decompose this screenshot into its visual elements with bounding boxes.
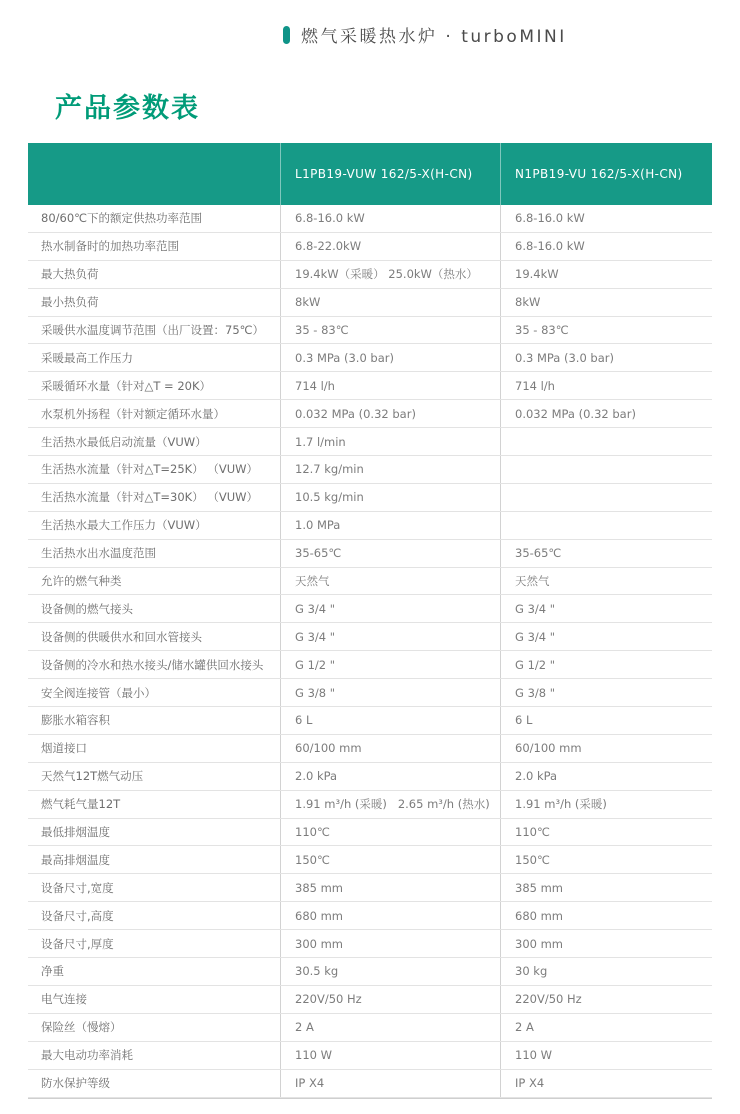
spec-value-col2: 0.3 MPa (3.0 bar) [500, 344, 712, 371]
spec-value-col1: 110℃ [280, 819, 500, 846]
spec-label: 最大热负荷 [41, 267, 99, 282]
spec-value-col1: 35-65℃ [280, 540, 500, 567]
table-row [28, 1070, 712, 1098]
spec-value-col1: 天然气 [280, 568, 500, 595]
spec-value-col1: IP X4 [280, 1070, 500, 1097]
table-row [28, 205, 712, 233]
spec-label: 采暖供水温度调节范围（出厂设置：75℃） [41, 323, 265, 337]
spec-label: 烟道接口 [41, 741, 87, 756]
table-row [28, 484, 712, 512]
spec-value-col1: 6 L [280, 707, 500, 734]
spec-value-col2: 680 mm [500, 902, 712, 929]
spec-value-col1: G 3/4 " [280, 595, 500, 622]
spec-value-col1: 30.5 kg [280, 958, 500, 985]
spec-value-col2 [500, 484, 712, 511]
spec-value-col1: 8kW [280, 289, 500, 316]
spec-value-col2: G 3/4 " [500, 623, 712, 650]
spec-value-col1: 6.8-16.0 kW [280, 205, 500, 232]
spec-label: 天然气12T燃气动压 [41, 769, 144, 784]
table-row [28, 344, 712, 372]
spec-label: 电气连接 [41, 992, 87, 1007]
spec-value-col1: 714 l/h [280, 372, 500, 399]
table-row [28, 623, 712, 651]
spec-value-col2 [500, 428, 712, 455]
accent-bar-icon [283, 26, 290, 44]
table-row [28, 874, 712, 902]
table-row [28, 735, 712, 763]
column-header-parameter [28, 143, 280, 205]
table-row [28, 1042, 712, 1070]
page-title: 产品参数表 [55, 93, 200, 124]
spec-value-col1: 60/100 mm [280, 735, 500, 762]
column-header-model-1: L1PB19-VUW 162/5-X(H-CN) [280, 143, 500, 205]
table-row [28, 651, 712, 679]
table-row [28, 568, 712, 596]
spec-value-col2: 2.0 kPa [500, 763, 712, 790]
spec-value-col1: 1.91 m³/h (采暖) 2.65 m³/h (热水) [280, 791, 500, 818]
spec-label: 净重 [41, 964, 64, 979]
table-row [28, 1014, 712, 1042]
spec-label: 膨胀水箱容积 [41, 713, 110, 728]
table-row [28, 958, 712, 986]
spec-value-col2 [500, 512, 712, 539]
spec-label: 热水制备时的加热功率范围 [41, 239, 179, 254]
spec-value-col2: 35 - 83℃ [500, 317, 712, 344]
spec-value-col1: 1.7 l/min [280, 428, 500, 455]
spec-value-col1: 220V/50 Hz [280, 986, 500, 1013]
spec-value-col1: 2 A [280, 1014, 500, 1041]
spec-label: 设备尺寸,高度 [41, 908, 114, 923]
spec-value-col1: 680 mm [280, 902, 500, 929]
spec-label: 防水保护等级 [41, 1076, 110, 1091]
spec-value-col2: 110 W [500, 1042, 712, 1069]
spec-value-col2: 1.91 m³/h (采暖) [500, 791, 712, 818]
table-row [28, 289, 712, 317]
spec-value-col1: 12.7 kg/min [280, 456, 500, 483]
spec-label: 生活热水最低启动流量（VUW） [41, 434, 207, 449]
spec-value-col2: 220V/50 Hz [500, 986, 712, 1013]
spec-value-col1: 6.8-22.0kW [280, 233, 500, 260]
spec-value-col2: 天然气 [500, 568, 712, 595]
spec-value-col2: 35-65℃ [500, 540, 712, 567]
spec-label: 设备尺寸,厚度 [41, 936, 114, 951]
spec-value-col2: G 1/2 " [500, 651, 712, 678]
table-row [28, 428, 712, 456]
spec-label: 生活热水流量（针对△T=25K） （VUW） [41, 462, 258, 477]
spec-label: 设备尺寸,宽度 [41, 880, 114, 895]
table-row [28, 763, 712, 791]
spec-value-col2: 6.8-16.0 kW [500, 233, 712, 260]
spec-value-col2: G 3/4 " [500, 595, 712, 622]
spec-label: 允许的燃气种类 [41, 574, 122, 589]
spec-label: 设备侧的供暖供水和回水管接头 [41, 629, 202, 644]
spec-label: 设备侧的冷水和热水接头/储水罐供回水接头 [41, 657, 264, 672]
spec-label: 80/60℃下的额定供热功率范围 [41, 211, 203, 226]
spec-label: 最高排烟温度 [41, 852, 110, 867]
spec-value-col2 [500, 456, 712, 483]
table-row [28, 372, 712, 400]
spec-value-col2: 8kW [500, 289, 712, 316]
spec-value-col1: 110 W [280, 1042, 500, 1069]
spec-label: 安全阀连接管（最小） [41, 685, 156, 700]
table-row [28, 930, 712, 958]
spec-value-col2: IP X4 [500, 1070, 712, 1097]
spec-value-col2: 60/100 mm [500, 735, 712, 762]
spec-value-col1: 150℃ [280, 846, 500, 873]
table-row [28, 400, 712, 428]
spec-label: 设备侧的燃气接头 [41, 601, 133, 616]
table-row [28, 233, 712, 261]
product-line-text: 燃气采暖热水炉 · turboMINI [301, 27, 567, 47]
spec-value-col1: 19.4kW（采暖） 25.0kW（热水） [280, 261, 500, 288]
spec-table [28, 143, 712, 1099]
spec-value-col2: 385 mm [500, 874, 712, 901]
table-row [28, 902, 712, 930]
table-row [28, 456, 712, 484]
spec-value-col2: 6.8-16.0 kW [500, 205, 712, 232]
table-row [28, 819, 712, 847]
spec-value-col1: 10.5 kg/min [280, 484, 500, 511]
spec-label: 保险丝（慢熔） [41, 1020, 122, 1035]
spec-value-col2: 714 l/h [500, 372, 712, 399]
table-row [28, 595, 712, 623]
table-row [28, 707, 712, 735]
spec-label: 采暖循环水量（针对△T = 20K） [41, 378, 211, 393]
spec-label: 生活热水流量（针对△T=30K） （VUW） [41, 490, 258, 505]
spec-label: 采暖最高工作压力 [41, 350, 133, 365]
spec-label: 生活热水最大工作压力（VUW） [41, 518, 207, 533]
spec-label: 生活热水出水温度范围 [41, 546, 156, 561]
spec-value-col1: 35 - 83℃ [280, 317, 500, 344]
table-row [28, 986, 712, 1014]
spec-value-col1: 300 mm [280, 930, 500, 957]
spec-value-col1: 0.032 MPa (0.32 bar) [280, 400, 500, 427]
product-line-header [283, 22, 567, 47]
spec-value-col1: 0.3 MPa (3.0 bar) [280, 344, 500, 371]
spec-value-col1: 385 mm [280, 874, 500, 901]
spec-value-col2: G 3/8 " [500, 679, 712, 706]
spec-value-col1: G 3/8 " [280, 679, 500, 706]
table-row [28, 512, 712, 540]
spec-value-col1: G 1/2 " [280, 651, 500, 678]
spec-label: 最大电动功率消耗 [41, 1048, 133, 1063]
table-row [28, 791, 712, 819]
table-row [28, 540, 712, 568]
spec-value-col2: 2 A [500, 1014, 712, 1041]
spec-value-col1: 1.0 MPa [280, 512, 500, 539]
spec-value-col2: 0.032 MPa (0.32 bar) [500, 400, 712, 427]
table-row [28, 679, 712, 707]
spec-value-col2: 300 mm [500, 930, 712, 957]
spec-value-col2: 30 kg [500, 958, 712, 985]
spec-label: 最小热负荷 [41, 295, 99, 310]
table-row [28, 846, 712, 874]
spec-label: 水泵机外扬程（针对额定循环水量） [41, 406, 225, 421]
table-body [28, 205, 712, 1098]
table-row [28, 317, 712, 345]
spec-value-col2: 6 L [500, 707, 712, 734]
spec-value-col1: 2.0 kPa [280, 763, 500, 790]
spec-value-col1: G 3/4 " [280, 623, 500, 650]
spec-value-col2: 110℃ [500, 819, 712, 846]
spec-label: 最低排烟温度 [41, 825, 110, 840]
spec-value-col2: 150℃ [500, 846, 712, 873]
spec-label: 燃气耗气量12T [41, 797, 121, 812]
column-header-model-2: N1PB19-VU 162/5-X(H-CN) [500, 143, 712, 205]
table-header-row [28, 143, 712, 205]
table-row [28, 261, 712, 289]
spec-value-col2: 19.4kW [500, 261, 712, 288]
